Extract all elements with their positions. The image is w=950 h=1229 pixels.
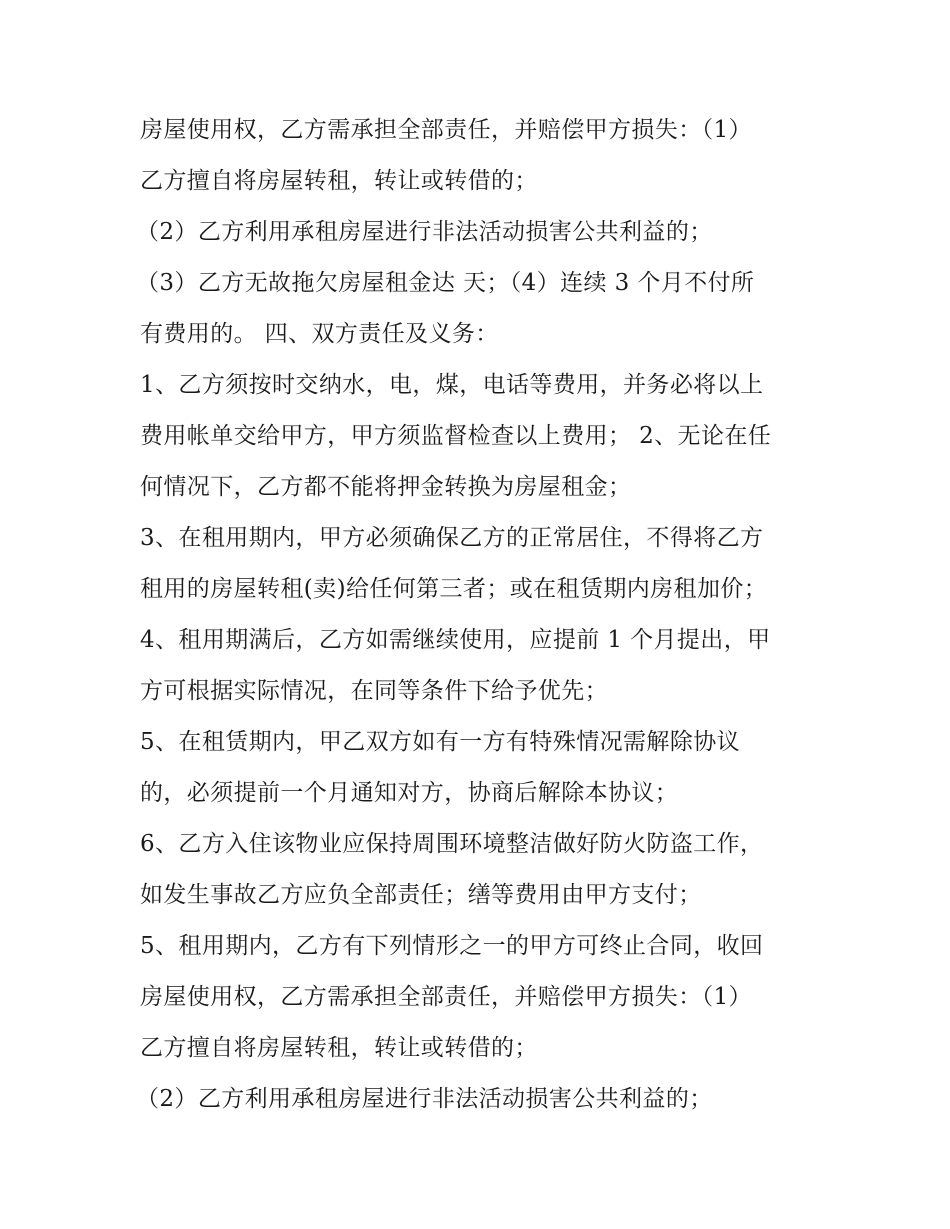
- text-line: 4、租用期满后，乙方如需继续使用，应提前 1 个月提出，甲: [140, 627, 771, 653]
- text-line: 有费用的。 四、双方责任及义务：: [140, 321, 499, 347]
- text-line: 乙方擅自将房屋转租，转让或转借的；: [140, 1035, 538, 1061]
- text-line: （2）乙方利用承租房屋进行非法活动损害公共利益的；: [136, 1086, 713, 1112]
- text-line: 房屋使用权，乙方需承担全部责任，并赔偿甲方损失：（1）: [140, 117, 752, 143]
- text-line: 租用的房屋转租(卖)给任何第三者；或在租赁期内房租加价；: [140, 576, 768, 602]
- document-body: [136, 105, 820, 1125]
- text-line: 如发生事故乙方应负全部责任；缮等费用由甲方支付；: [140, 882, 702, 908]
- text-line: 乙方擅自将房屋转租，转让或转借的；: [140, 168, 538, 194]
- text-line: 房屋使用权，乙方需承担全部责任，并赔偿甲方损失：（1）: [140, 984, 752, 1010]
- text-line: 5、在租赁期内，甲乙双方如有一方有特殊情况需解除协议: [140, 729, 741, 755]
- text-line: 何情况下，乙方都不能将押金转换为房屋租金；: [140, 474, 632, 500]
- text-line: 6、乙方入住该物业应保持周围环境整洁做好防火防盗工作，: [140, 831, 764, 857]
- text-line: 1、乙方须按时交纳水，电，煤，电话等费用，并务必将以上: [140, 372, 764, 398]
- text-line: 3、在租用期内，甲方必须确保乙方的正常居住，不得将乙方: [140, 525, 764, 551]
- text-line: 费用帐单交给甲方，甲方须监督检查以上费用； 2、无论在任: [140, 423, 772, 449]
- text-line: 5、租用期内，乙方有下列情形之一的甲方可终止合同，收回: [140, 933, 764, 959]
- text-line: （3）乙方无故拖欠房屋租金达 天；（4）连续 3 个月不付所: [136, 270, 755, 296]
- text-line: （2）乙方利用承租房屋进行非法活动损害公共利益的；: [136, 219, 713, 245]
- text-line: 的，必须提前一个月通知对方，协商后解除本协议；: [140, 780, 679, 806]
- text-line: 方可根据实际情况，在同等条件下给予优先；: [140, 678, 608, 704]
